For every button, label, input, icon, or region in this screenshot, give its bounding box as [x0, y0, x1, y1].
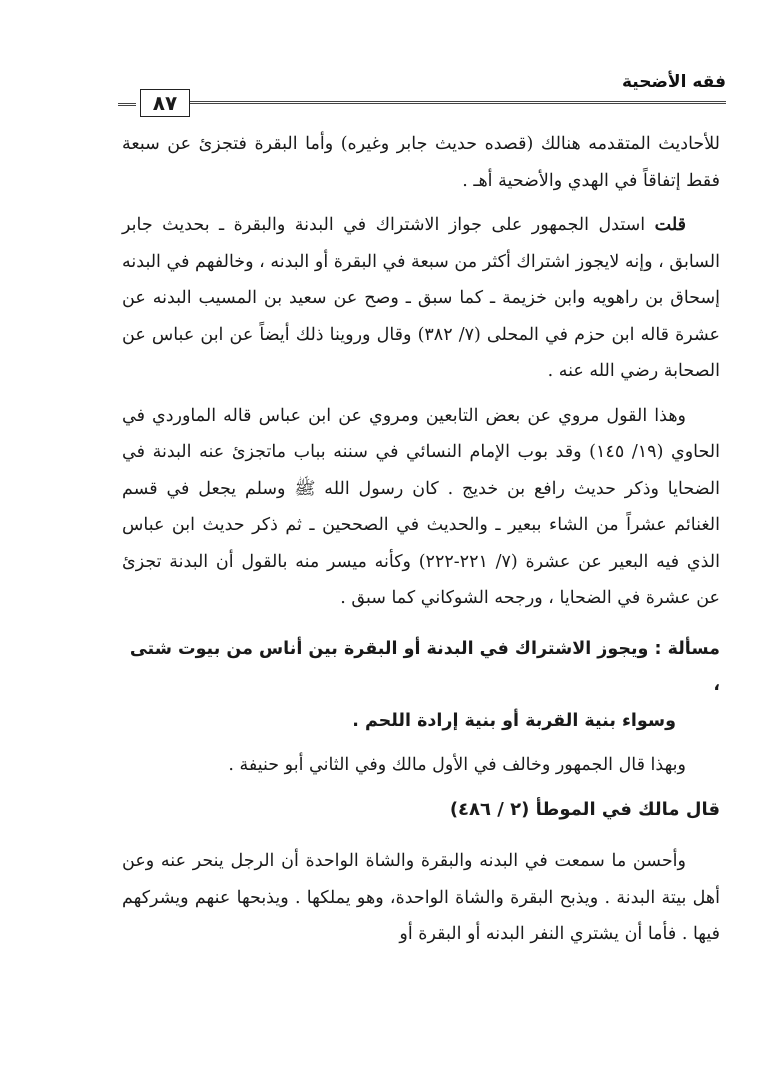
- spacer: [122, 829, 720, 843]
- masala-line-1: مسألة : ويجوز الاشتراك في البدنة أو البقرة بين أناس من بيوت شتى ،: [129, 638, 720, 695]
- running-title: فقه الأضحية: [621, 72, 726, 92]
- spacer: [122, 390, 720, 398]
- header-rule-left: [118, 103, 136, 106]
- spacer: [122, 617, 720, 631]
- masala-line-2: وسواء بنية القربة أو بنية إرادة اللحم .: [352, 710, 676, 731]
- header-rule: [180, 101, 726, 110]
- spacer: [122, 783, 720, 791]
- page-body: [122, 126, 720, 953]
- paragraph-3: وهذا القول مروي عن بعض التابعين ومروي عن ابن عباس قاله الماوردي في الحاوي (١٩/ ١٤٥) وقد بوب الإمام النسائي في سننه بباب ماتجزئ عنه البدنة في الضحايا وذكر حديث رافع بن خديج . كان رسول الله ﷺ وسلم يجعل في قسم الغنائم عشراً من الشاء ببعير ـ والحديث في الصححين ـ ثم ذكر حديث ابن عباس الذي فيه البعير عن عشرة (٧/ ٢٢١-٢٢٢) وكأنه ميسر منه بالقول أن البدنة تجزئ عن عشرة في الضحايا ، ورجحه الشوكاني كما سبق .: [122, 405, 720, 608]
- paragraph-2-lead: قلت: [654, 215, 686, 235]
- paragraph-5: وأحسن ما سمعت في البدنه والبقرة والشاة الواحدة أن الرجل ينحر عنه وعن أهل بيتة البدنة . ويذبح البقرة والشاة الواحدة، وهو يملكها . ويذبحها عنهم ويشركهم فيها . فأما أن يشتري النفر البدنه أو البقرة أو: [122, 851, 720, 944]
- page-number: ٨٧: [140, 89, 190, 117]
- section-heading: قال مالك في الموطأ (٢ / ٤٨٦): [449, 799, 720, 820]
- paragraph-2-text: استدل الجمهور على جواز الاشتراك في البدنة والبقرة ـ بحديث جابر السابق ، وإنه لايجوز اشتراك أكثر من سبعة في البقرة أو البدنه ، وخالفهم في البدنه إسحاق بن راهويه وابن خزيمة ـ كما سبق ـ وصح عن سعيد بن المسيب البدنه عن عشرة قاله ابن حزم في المحلى (٧/ ٣٨٢) وقال وروينا ذلك أيضاً عن ابن عباس عن الصحابة رضي الله عنه .: [122, 215, 720, 381]
- page-header: [118, 70, 726, 120]
- paragraph-1: للأحاديث المتقدمه هنالك (قصده حديث جابر وغيره) وأما البقرة فتجزئ عن سبعة فقط إتفاقاً في الهدي والأضحية أهـ .: [122, 134, 720, 191]
- spacer: [122, 739, 720, 747]
- paragraph-4: وبهذا قال الجمهور وخالف في الأول مالك وفي الثاني أبو حنيفة .: [228, 754, 686, 775]
- spacer: [122, 199, 720, 207]
- paragraph-2: [122, 207, 720, 390]
